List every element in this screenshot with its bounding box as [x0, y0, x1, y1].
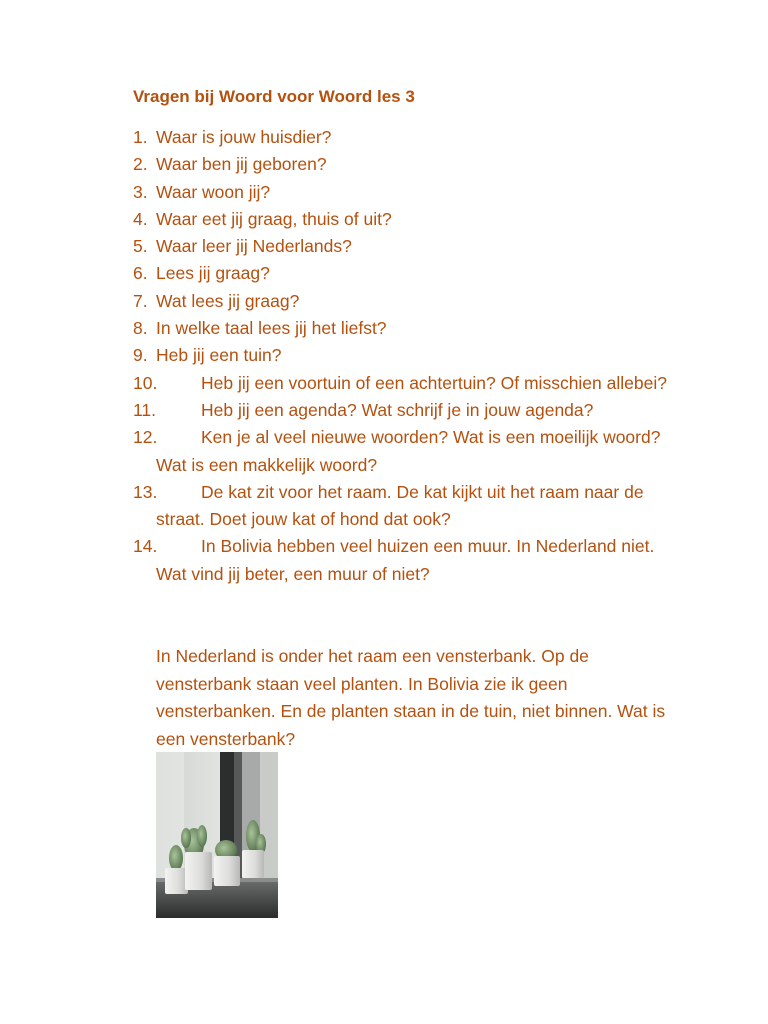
question-number: 3.: [133, 181, 148, 202]
question-text: In welke taal lees jij het liefst?: [156, 318, 387, 339]
question-item: [0, 342, 768, 369]
question-text: Waar woon jij?: [156, 181, 271, 202]
question-item: [0, 124, 768, 151]
question-item: [0, 260, 768, 287]
question-text: Waar eet jij graag, thuis of uit?: [156, 208, 392, 229]
question-list: [0, 124, 768, 588]
question-number: 5.: [133, 236, 148, 257]
vensterbank-paragraph: In Nederland is onder het raam een vensterbank. Op de vensterbank staan veel planten. In Bolivia zie ik geen vensterbanken. En de planten staan in de tuin, niet binnen. Wat is een vensterbank?: [156, 646, 666, 749]
question-item: [0, 397, 768, 424]
question-text: De kat zit voor het raam. De kat kijkt uit het raam naar de straat. Doet jouw kat of hond dat ook?: [156, 481, 644, 530]
question-item: [0, 151, 768, 178]
question-item: [0, 370, 768, 397]
question-number: 9.: [133, 345, 148, 366]
question-number: 12.: [133, 427, 158, 448]
question-text: Waar ben jij geboren?: [156, 154, 327, 175]
question-text: Heb jij een tuin?: [156, 345, 282, 366]
question-item: [0, 424, 768, 479]
question-text: Waar is jouw huisdier?: [156, 127, 332, 147]
question-number: 11.: [133, 399, 157, 420]
question-number: 4.: [133, 208, 148, 229]
question-item: [0, 179, 768, 206]
windowsill-plants-photo: [156, 752, 278, 918]
question-item: [0, 479, 768, 534]
question-item: [0, 206, 768, 233]
question-text: Lees jij graag?: [156, 263, 270, 284]
question-text: Ken je al veel nieuwe woorden? Wat is een moeilijk woord? Wat is een makkelijk woord?: [156, 427, 661, 475]
question-number: 7.: [133, 290, 148, 311]
question-number: 2.: [133, 154, 148, 175]
question-number: 8.: [133, 318, 148, 339]
question-number: 6.: [133, 263, 148, 284]
question-text: Heb jij een voortuin of een achtertuin? Of misschien allebei?: [201, 372, 667, 393]
question-item: [0, 288, 768, 315]
question-text: Wat lees jij graag?: [156, 290, 300, 311]
question-item: [0, 233, 768, 260]
question-item: [0, 315, 768, 342]
question-text: Waar leer jij Nederlands?: [156, 236, 352, 257]
question-text: Heb jij een agenda? Wat schrijf je in jouw agenda?: [201, 399, 594, 420]
question-number: 10.: [133, 372, 158, 393]
question-number: 13.: [133, 481, 158, 502]
question-number: 1.: [133, 127, 148, 147]
question-number: 14.: [133, 536, 158, 557]
question-item: [0, 533, 768, 588]
document-title: Vragen bij Woord voor Woord les 3: [133, 87, 415, 106]
question-text: In Bolivia hebben veel huizen een muur. In Nederland niet. Wat vind jij beter, een muur of niet?: [156, 536, 655, 584]
